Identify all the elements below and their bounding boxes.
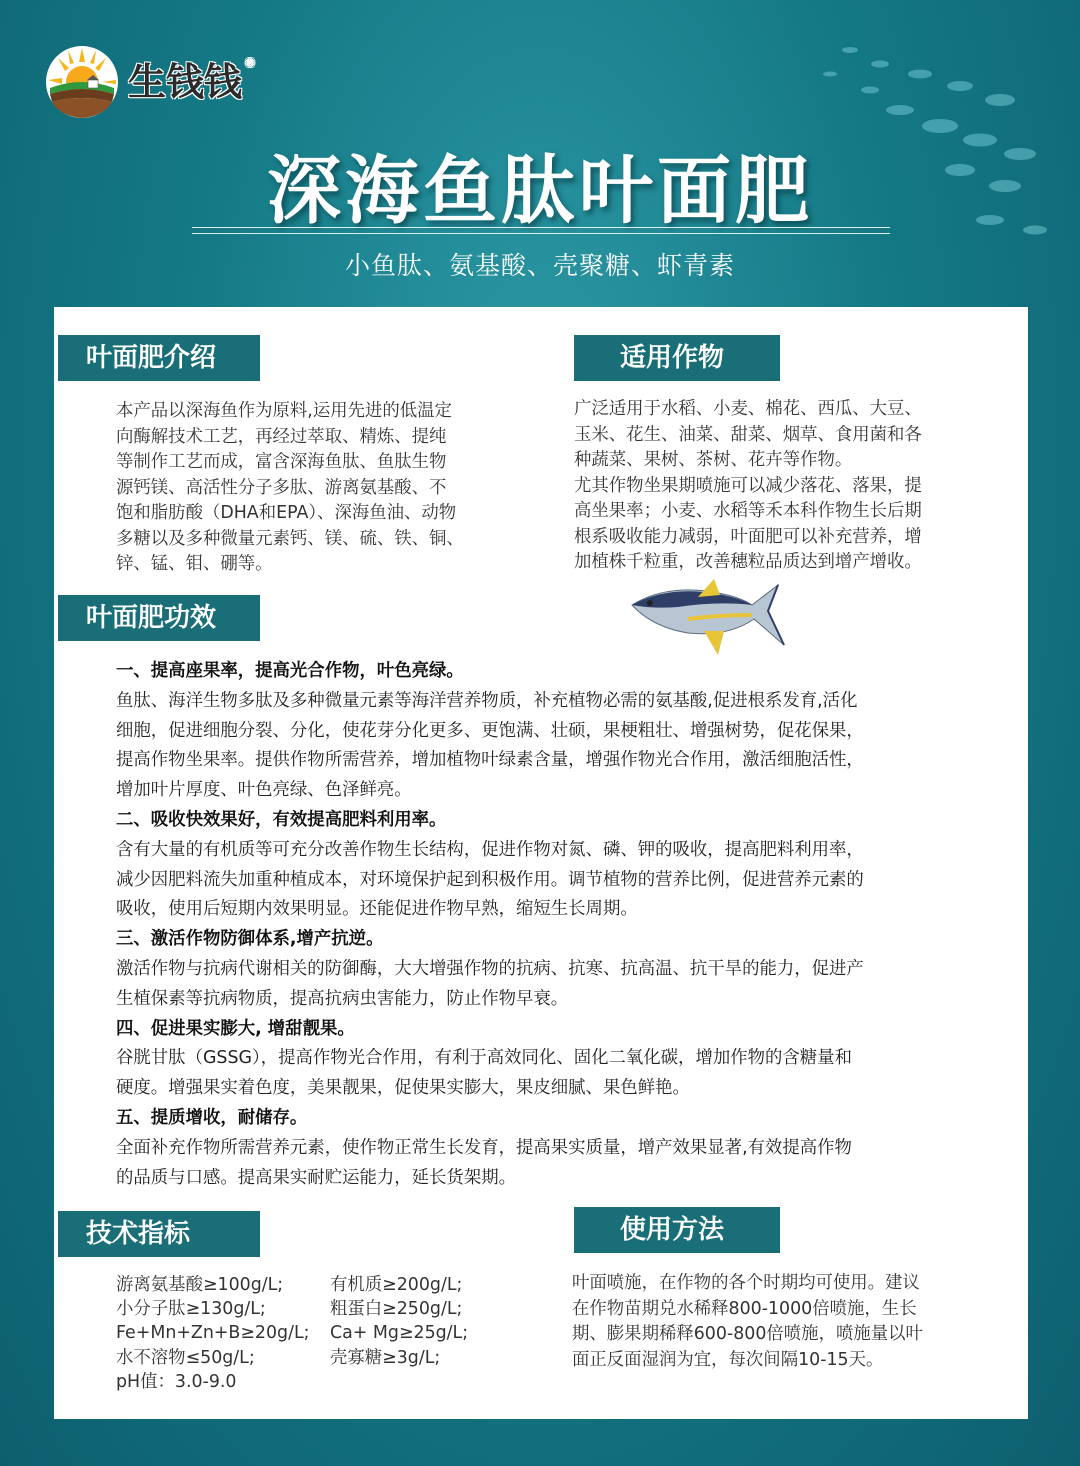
spec-value: 粗蛋白≥250g/L; [330, 1299, 463, 1320]
effect-title: 三、激活作物防御体系,增产抗逆。 [116, 929, 384, 950]
brand-name: 生钱钱 ® [128, 55, 257, 104]
spec-value: Ca+ Mg≥25g/L; [330, 1323, 469, 1344]
spec-row [116, 1346, 536, 1370]
spec-value: 水不溶物≤50g/L; [116, 1347, 255, 1368]
effect-item [116, 806, 996, 925]
text-line: 广泛适用于水稻、小麦、棉花、西瓜、大豆、 [574, 399, 922, 419]
specs-list [116, 1273, 536, 1394]
text-line: 高坐果率；小麦、水稻等禾本科作物生长后期 [574, 501, 922, 521]
text-line: 谷胱甘肽（GSSG），提高作物光合作用，有利于高效同化、固化二氧化碳，增加作物的含糖量和 [116, 1048, 852, 1069]
text-line: 加植株千粒重，改善穗粒品质达到增产增收。 [574, 552, 922, 572]
effect-title: 二、吸收快效果好，有效提高肥料利用率。 [116, 809, 447, 830]
effects-list [116, 657, 996, 1193]
text-line: 的品质与口感。提高果实耐贮运能力，延长货架期。 [116, 1167, 516, 1188]
text-line: 本产品以深海鱼作为原料,运用先进的低温定 [116, 401, 452, 421]
crops-text [574, 397, 994, 576]
spec-row [116, 1273, 536, 1297]
spec-value: 游离氨基酸≥100g/L; [116, 1275, 284, 1295]
page-title: 深海鱼肽叶面肥 [267, 148, 813, 234]
text-line: 叶面喷施，在作物的各个时期均可使用。建议 [572, 1273, 920, 1293]
brand-logo [44, 44, 256, 120]
text-line: 饱和脂肪酸（DHA和EPA）、深海鱼油、动物 [116, 503, 457, 523]
intro-text [116, 399, 556, 578]
spec-value: 有机质≥200g/L; [330, 1275, 463, 1295]
effects-heading: 叶面肥功效 [58, 595, 260, 641]
usage-text [572, 1271, 992, 1373]
spec-row [116, 1297, 536, 1321]
text-line: 玉米、花生、油菜、甜菜、烟草、食用菌和各 [574, 424, 922, 445]
text-line: 向酶解技术工艺，再经过萃取、精炼、提纯 [116, 426, 447, 447]
content-card [54, 307, 1028, 1419]
effect-title: 四、促进果实膨大, 增甜靓果。 [116, 1018, 355, 1039]
spec-ph: pH值：3.0-9.0 [116, 1371, 237, 1392]
text-line: 源钙镁、高活性分子多肽、游离氨基酸、不 [116, 477, 447, 498]
crops-heading: 适用作物 [574, 335, 780, 381]
usage-heading: 使用方法 [574, 1207, 780, 1253]
text-line: 等制作工艺而成，富含深海鱼肽、鱼肽生物 [116, 452, 447, 472]
text-line: 增加叶片厚度、叶色亮绿、色泽鲜亮。 [116, 780, 412, 801]
page-subtitle: 小鱼肽、氨基酸、壳聚糖、虾青素 [344, 251, 735, 280]
effect-item [116, 1015, 996, 1104]
text-line: 多糖以及多种微量元素钙、镁、硫、铁、铜、 [116, 528, 464, 549]
sun-farm-logo-icon [44, 44, 120, 120]
text-line: 含有大量的有机质等可充分改善作物生长结构，促进作物对氮、磷、钾的吸收，提高肥料利用率， [116, 839, 864, 860]
text-line: 减少因肥料流失加重种植成本，对环境保护起到积极作用。调节植物的营养比例，促进营养元素的 [116, 869, 864, 890]
text-line: 提高作物坐果率。提供作物所需营养，增加植物叶绿素含量，增强作物光合作用，激活细胞活性， [116, 750, 864, 771]
title-divider [192, 227, 890, 228]
text-line: 硬度。增强果实着色度，美果靓果，促使果实膨大，果皮细腻、果色鲜艳。 [116, 1078, 690, 1099]
text-line: 全面补充作物所需营养元素，使作物正常生长发育，提高果实质量，增产效果显著,有效提高作物 [116, 1137, 852, 1158]
text-line: 种蔬菜、果树、茶树、花卉等作物。 [574, 450, 853, 470]
text-line: 面正反面湿润为宜，每次间隔10-15天。 [572, 1349, 884, 1370]
text-line: 根系吸收能力减弱，叶面肥可以补充营养，增 [574, 526, 922, 547]
title-divider [192, 233, 890, 234]
intro-heading: 叶面肥介绍 [58, 335, 260, 381]
text-line: 细胞，促进细胞分裂、分化，使花芽分化更多、更饱满、壮硕，果梗粗壮、增强树势，促花保果， [116, 720, 864, 741]
text-line: 在作物苗期兑水稀释800-1000倍喷施，生长 [572, 1298, 917, 1319]
text-line: 尤其作物坐果期喷施可以减少落花、落果，提 [574, 475, 922, 496]
effect-title: 一、提高座果率，提高光合作物，叶色亮绿。 [116, 661, 464, 681]
effect-item [116, 925, 996, 1014]
spec-value: Fe+Mn+Zn+B≥20g/L; [116, 1323, 310, 1344]
specs-heading: 技术指标 [58, 1211, 260, 1257]
effect-item [116, 657, 996, 806]
text-line: 生植保素等抗病物质，提高抗病虫害能力，防止作物早衰。 [116, 988, 569, 1009]
text-line: 吸收，使用后短期内效果明显。还能促进作物早熟，缩短生长周期。 [116, 899, 638, 920]
spec-value: 壳寡糖≥3g/L; [330, 1347, 441, 1368]
text-line: 激活作物与抗病代谢相关的防御酶，大大增强作物的抗病、抗寒、抗高温、抗干旱的能力，促进产 [116, 958, 864, 979]
spec-row [116, 1321, 536, 1345]
text-line: 鱼肽、海洋生物多肽及多种微量元素等海洋营养物质，补充植物必需的氨基酸,促进根系发育,活化 [116, 690, 858, 711]
spec-value: 小分子肽≥130g/L; [116, 1299, 266, 1320]
text-line: 期、膨果期稀释600-800倍喷施，喷施量以叶 [572, 1324, 923, 1344]
effect-item [116, 1104, 996, 1193]
effect-title: 五、提质增收，耐储存。 [116, 1107, 308, 1128]
text-line: 锌、锰、钼、硼等。 [116, 554, 273, 574]
